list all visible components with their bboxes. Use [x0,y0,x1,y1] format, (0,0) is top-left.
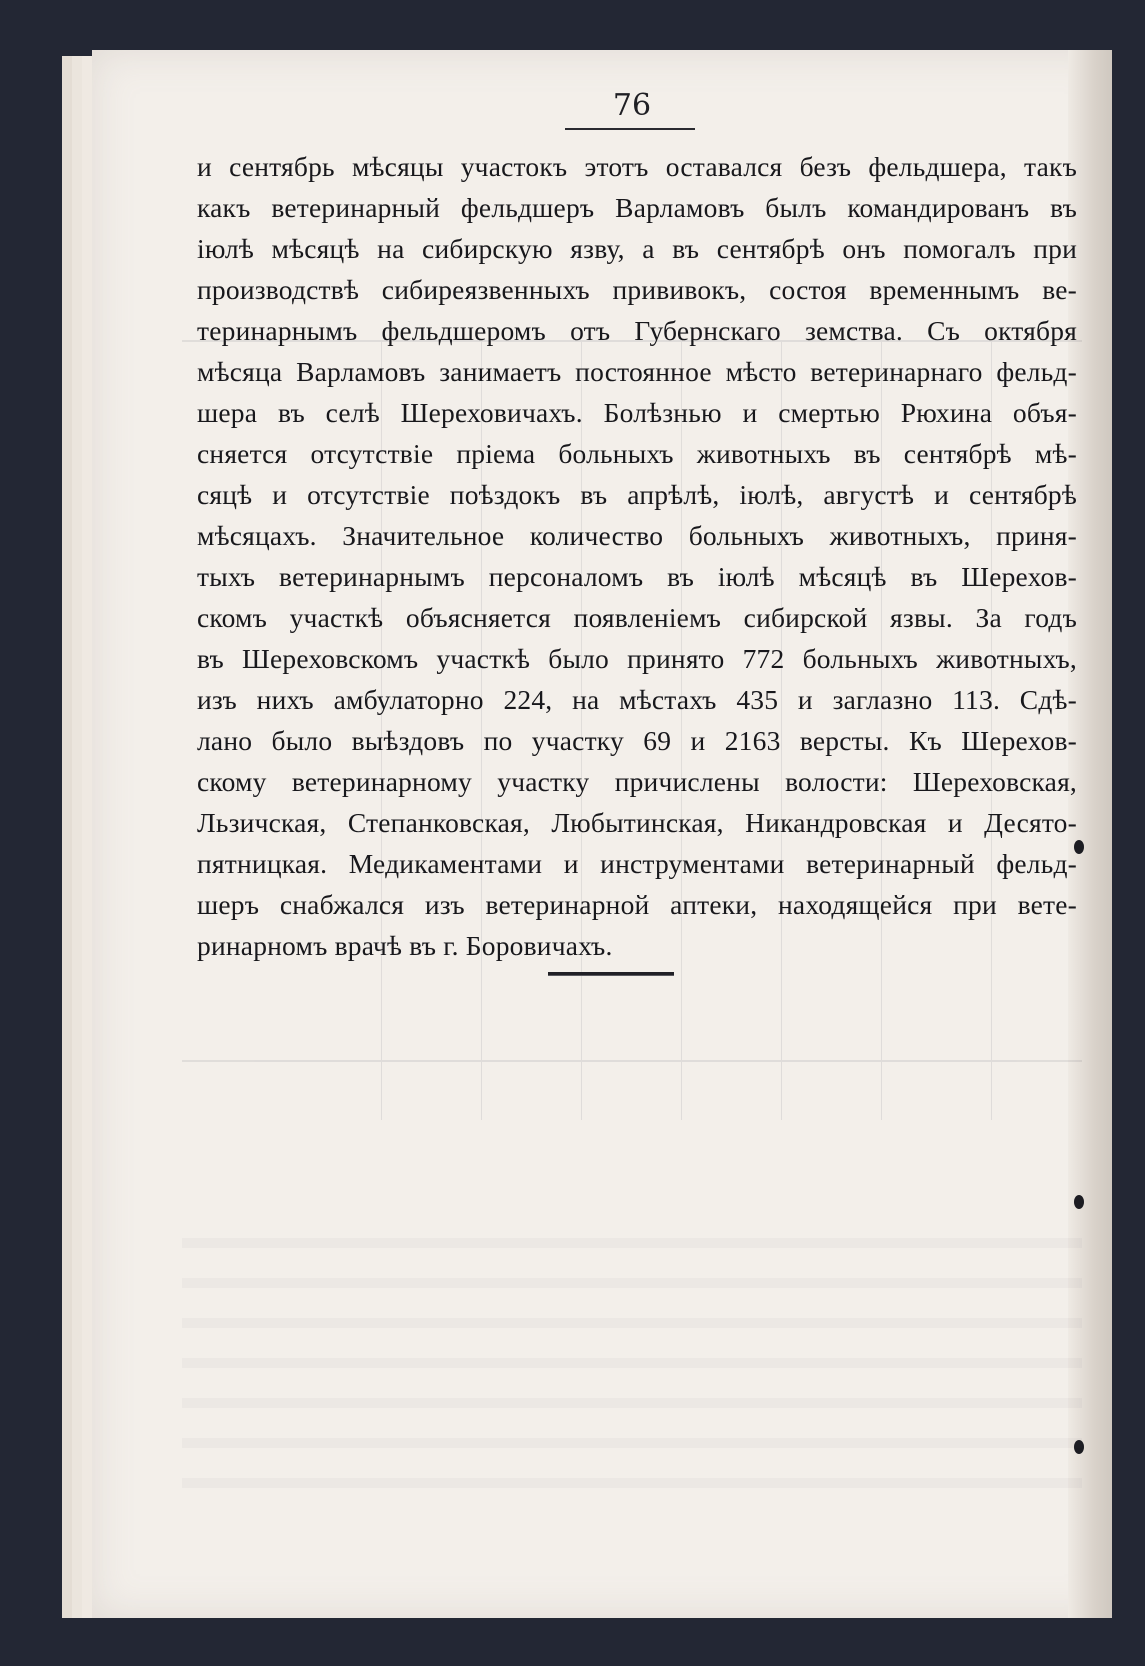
text-line: мѣсяцахъ. Значительное количество больныхъ животныхъ, приня- [197,520,1077,551]
text-line: какъ ветеринарный фельдшеръ Варламовъ былъ командированъ въ [197,192,1077,223]
text-line: пятницкая. Медикаментами и инструментами ветеринарный фельд- [197,848,1077,879]
page-number-rule [565,128,695,130]
text-line: теринарнымъ фельдшеромъ отъ Губернскаго земства. Съ октября [197,315,1077,346]
text-line: сяцѣ и отсутствіе поѣздокъ въ апрѣлѣ, іюлѣ, августѣ и сентябрѣ [197,479,1077,510]
book-page [92,50,1112,1618]
page-number: 76 [612,88,652,123]
bleed-text-row [182,1260,1082,1288]
text-line: производствѣ сибиреязвенныхъ прививокъ, состоя временнымъ ве- [197,274,1077,305]
text-line: сняется отсутствіе пріема больныхъ животныхъ въ сентябрѣ мѣ- [197,438,1077,469]
text-line: ринарномъ врачѣ въ г. Боровичахъ. [197,930,613,961]
section-end-rule [548,972,674,976]
text-line: изъ нихъ амбулаторно 224, на мѣстахъ 435 и заглазно 113. Сдѣ- [197,684,1077,715]
bleed-line [182,1060,1082,1062]
text-line: Льзичская, Степанковская, Любытинская, Никандровская и Десято- [197,807,1077,838]
bleed-text-row [182,1300,1082,1328]
text-line: скомъ участкѣ объясняется появленіемъ сибирской язвы. За годъ [197,602,1077,633]
text-line: тыхъ ветеринарнымъ персоналомъ въ іюлѣ мѣсяцѣ въ Шерехов- [197,561,1077,592]
body-paragraph [197,146,1077,966]
text-line: шера въ селѣ Шереховичахъ. Болѣзнью и смертью Рюхина объя- [197,397,1077,428]
text-line: и сентябрь мѣсяцы участокъ этотъ оставался безъ фельдшера, такъ [197,151,1077,182]
text-line: іюлѣ мѣсяцѣ на сибирскую язву, а въ сентябрѣ онъ помогалъ при [197,233,1077,264]
bleed-text-row [182,1460,1082,1488]
bleed-text-row [182,1340,1082,1368]
text-line: лано было выѣздовъ по участку 69 и 2163 версты. Къ Шерехов- [197,725,1077,756]
bleed-text-row [182,1220,1082,1248]
text-line: мѣсяца Варламовъ занимаетъ постоянное мѣсто ветеринарнаго фельд- [197,356,1077,387]
text-line: скому ветеринарному участку причислены волости: Шереховская, [197,766,1077,797]
bleed-text-row [182,1380,1082,1408]
text-line: шеръ снабжался изъ ветеринарной аптеки, находящейся при вете- [197,889,1077,920]
bleed-text-row [182,1420,1082,1448]
text-line: въ Шереховскомъ участкѣ было принято 772 больныхъ животныхъ, [197,643,1077,674]
